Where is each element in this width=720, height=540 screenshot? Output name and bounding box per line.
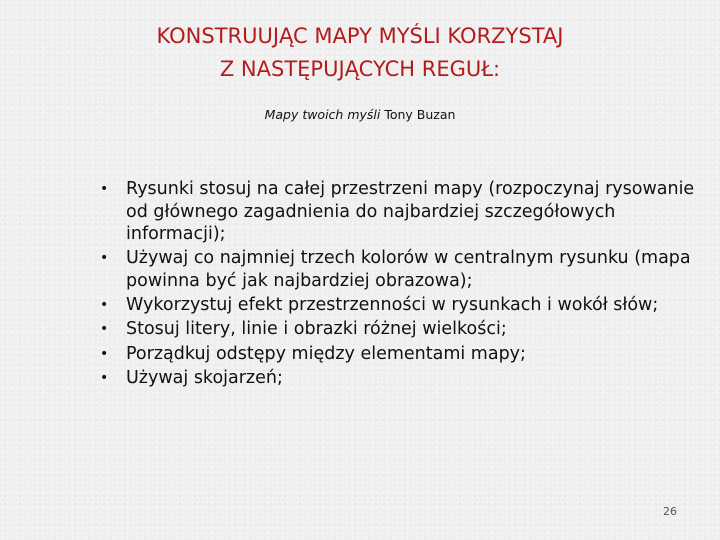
bullet-text: Rysunki stosuj na całej przestrzeni mapy (rozpoczynaj rysowanie od głównego zagadnienia do najbardziej szczegółowych informacji); [126, 179, 695, 244]
bullet-icon: • [100, 250, 109, 267]
bullet-item [96, 294, 696, 317]
bullet-item [96, 247, 696, 292]
bullet-text: Używaj co najmniej trzech kolorów w centralnym rysunku (mapa powinna być jak najbardziej obrazowa); [126, 248, 691, 291]
bullet-list [96, 178, 696, 391]
bullet-item [96, 178, 696, 246]
bullet-icon: • [100, 321, 109, 338]
bullet-icon: • [100, 297, 109, 314]
author-name: Tony Buzan [380, 107, 456, 122]
page-number: 26 [663, 505, 677, 518]
bullet-icon: • [100, 181, 109, 197]
book-title: Mapy twoich myśli [264, 107, 381, 122]
bullet-text: Wykorzystuj efekt przestrzenności w rysunkach i wokół słów; [126, 295, 659, 316]
bullet-item [96, 367, 696, 390]
title-line-1: KONSTRUUJĄC MAPY MYŚLI KORZYSTAJ [156, 24, 564, 48]
bullet-text: Używaj skojarzeń; [126, 367, 283, 388]
subtitle [80, 107, 640, 122]
bullet-icon: • [100, 369, 109, 386]
bullet-text: Stosuj litery, linie i obrazki różnej wielkości; [126, 319, 507, 340]
bullet-item [96, 343, 696, 366]
bullet-icon: • [100, 345, 109, 362]
title-line-2: Z NASTĘPUJĄCYCH REGUŁ: [219, 57, 501, 81]
bullet-item [96, 318, 696, 341]
slide-title [80, 20, 640, 86]
bullet-text: Porządkuj odstępy między elementami mapy; [126, 343, 526, 364]
